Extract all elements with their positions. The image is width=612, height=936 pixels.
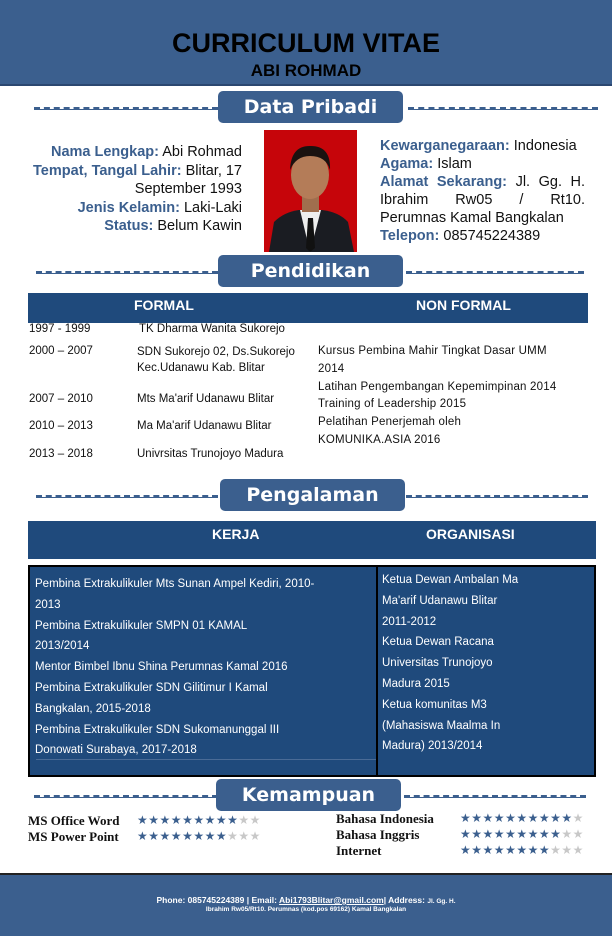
- list-item: Training of Leadership 2015: [318, 398, 467, 411]
- star-filled-icon: ★: [193, 829, 205, 843]
- star-filled-icon: ★: [471, 843, 483, 857]
- skill-rating-stars: [460, 811, 584, 825]
- skill-rating-stars: [460, 843, 584, 857]
- star-filled-icon: ★: [516, 827, 528, 841]
- list-item: Pelatihan Penerjemah oleh KOMUNIKA.ASIA 2016: [318, 416, 462, 446]
- star-empty-icon: ★: [249, 829, 261, 843]
- section-education: [30, 257, 590, 287]
- star-empty-icon: ★: [561, 843, 573, 857]
- star-filled-icon: ★: [482, 843, 494, 857]
- star-filled-icon: ★: [505, 811, 517, 825]
- star-filled-icon: ★: [204, 813, 216, 827]
- person-name: ABI ROHMAD: [250, 61, 362, 80]
- list-item: Mentor Bimbel Ibnu Shina Perumnas Kamal 2016: [35, 661, 288, 674]
- skill-name: MS Office Word: [28, 813, 120, 828]
- star-filled-icon: ★: [527, 811, 539, 825]
- star-filled-icon: ★: [460, 843, 472, 857]
- personal-field: Tempat, Tangal Lahir: Blitar, 17 September 1993: [33, 162, 242, 197]
- nonformal-header: NON FORMAL: [416, 297, 511, 313]
- section-skills: [30, 781, 590, 811]
- star-filled-icon: ★: [538, 827, 551, 841]
- profile-photo: [264, 130, 357, 252]
- star-filled-icon: ★: [493, 827, 506, 841]
- star-empty-icon: ★: [227, 829, 239, 843]
- personal-field: Nama Lengkap: Abi Rohmad: [50, 144, 242, 160]
- skill-rating-stars: [137, 813, 261, 827]
- star-filled-icon: ★: [193, 813, 205, 827]
- star-filled-icon: ★: [493, 811, 506, 825]
- personal-field: Kewarganegaraan: Indonesia: [380, 138, 577, 154]
- star-filled-icon: ★: [159, 813, 171, 827]
- star-filled-icon: ★: [471, 827, 483, 841]
- star-filled-icon: ★: [482, 827, 494, 841]
- org-list: [382, 570, 522, 757]
- experience-table-header: [28, 521, 596, 559]
- star-filled-icon: ★: [550, 827, 562, 841]
- work-header: KERJA: [212, 526, 260, 542]
- section-personal: [30, 93, 590, 123]
- star-filled-icon: ★: [137, 813, 149, 827]
- star-empty-icon: ★: [238, 829, 250, 843]
- star-empty-icon: ★: [572, 811, 584, 825]
- star-empty-icon: ★: [572, 843, 584, 857]
- star-filled-icon: ★: [148, 829, 160, 843]
- star-filled-icon: ★: [516, 811, 528, 825]
- star-empty-icon: ★: [238, 813, 250, 827]
- formal-header: FORMAL: [134, 297, 194, 313]
- star-filled-icon: ★: [516, 843, 528, 857]
- star-empty-icon: ★: [550, 843, 562, 857]
- section-title: Pendidikan: [218, 255, 403, 287]
- personal-field: Alamat Sekarang: Jl. Gg. H. Ibrahim Rw05 / Rt10. Perumnas Kamal Bangkalan: [380, 174, 586, 226]
- star-filled-icon: ★: [148, 813, 160, 827]
- star-filled-icon: ★: [538, 811, 551, 825]
- org-header: ORGANISASI: [426, 526, 515, 542]
- star-filled-icon: ★: [159, 829, 171, 843]
- list-item: Kursus Pembina Mahir Tingkat Dasar UMM 2014: [318, 345, 547, 375]
- star-filled-icon: ★: [460, 811, 472, 825]
- list-item: Pembina Extrakulikuler SMPN 01 KAMAL 2013/2014: [35, 619, 247, 653]
- star-filled-icon: ★: [538, 843, 551, 857]
- list-item: Pembina Extrakulikuler SDN Sukomanunggal III Donowati Surabaya, 2017-2018: [35, 723, 280, 757]
- personal-left: [20, 143, 242, 236]
- list-item: Ketua Dewan Ambalan Ma Ma'arif Udanawu Blitar 2011-2012: [382, 574, 519, 628]
- star-filled-icon: ★: [561, 811, 573, 825]
- star-empty-icon: ★: [561, 827, 573, 841]
- section-title: Data Pribadi: [218, 91, 403, 123]
- list-item: Ketua komunitas M3 (Mahasiswa Maalma In Madura) 2013/2014: [382, 698, 501, 753]
- star-filled-icon: ★: [527, 827, 539, 841]
- personal-field: Jenis Kelamin: Laki-Laki: [77, 199, 242, 216]
- star-filled-icon: ★: [182, 813, 194, 827]
- star-filled-icon: ★: [170, 829, 183, 843]
- section-experience: [30, 481, 590, 511]
- star-filled-icon: ★: [215, 813, 228, 827]
- star-filled-icon: ★: [493, 843, 506, 857]
- star-filled-icon: ★: [550, 811, 562, 825]
- star-filled-icon: ★: [170, 813, 183, 827]
- header-banner: [0, 0, 612, 86]
- skill-name: Bahasa Inggris: [336, 827, 420, 842]
- footer: Phone: 085745224389 | Email: Abi1793Blitar@gmail.com| Address: Jl. Gg. H. Ibrahim Rw05/Rt10. Perumnas (kod.pos 69162) Kamal Bangkalan: [0, 873, 612, 936]
- list-item: Pembina Extrakulikuler SDN Gilitimur I Kamal Bangkalan, 2015-2018: [35, 681, 268, 715]
- personal-field: Telepon: 085745224389: [380, 228, 541, 244]
- star-filled-icon: ★: [460, 827, 472, 841]
- star-filled-icon: ★: [471, 811, 483, 825]
- section-title: Pengalaman: [220, 479, 405, 511]
- page-title: CURRICULUM VITAE: [172, 28, 440, 58]
- skill-name: MS Power Point: [28, 829, 119, 844]
- list-item: Ketua Dewan Racana Universitas Trunojoyo Madura 2015: [382, 636, 494, 690]
- star-filled-icon: ★: [137, 829, 149, 843]
- star-filled-icon: ★: [527, 843, 539, 857]
- skill-rating-stars: [460, 827, 584, 841]
- skill-name: Internet: [336, 843, 382, 858]
- section-title: Kemampuan: [216, 779, 401, 811]
- star-filled-icon: ★: [482, 811, 494, 825]
- star-filled-icon: ★: [182, 829, 194, 843]
- star-filled-icon: ★: [505, 827, 517, 841]
- skill-name: Bahasa Indonesia: [336, 811, 434, 826]
- experience-box: [28, 565, 596, 777]
- list-item: Latihan Pengembangan Kepemimpinan 2014: [318, 380, 557, 393]
- personal-field: Agama: Islam: [380, 156, 472, 172]
- email-link[interactable]: Abi1793Blitar@gmail.com: [279, 895, 384, 905]
- personal-field: Status: Belum Kawin: [104, 218, 242, 234]
- star-filled-icon: ★: [204, 829, 216, 843]
- star-filled-icon: ★: [505, 843, 517, 857]
- nonformal-list: [318, 343, 568, 450]
- education-table-header: [28, 293, 588, 323]
- skill-rating-stars: [137, 829, 261, 843]
- star-filled-icon: ★: [215, 829, 228, 843]
- work-list: [35, 574, 370, 761]
- list-item: Pembina Extrakulikuler Mts Sunan Ampel Kediri, 2010-2013: [35, 578, 315, 611]
- star-empty-icon: ★: [249, 813, 261, 827]
- star-empty-icon: ★: [572, 827, 584, 841]
- personal-right: [380, 137, 585, 245]
- star-filled-icon: ★: [227, 813, 239, 827]
